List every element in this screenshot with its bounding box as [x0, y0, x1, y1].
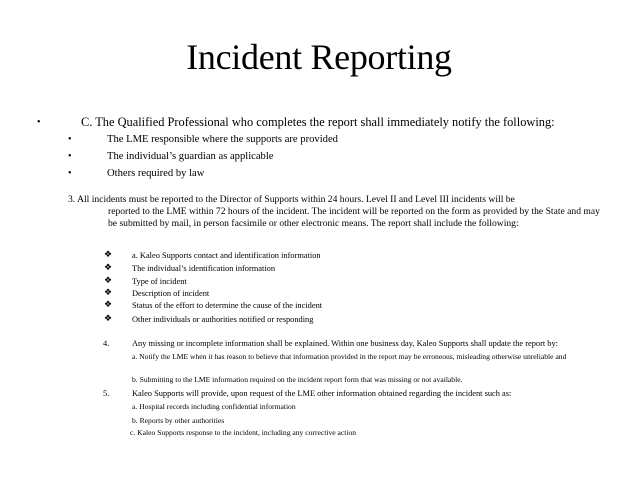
section-5-number: 5.: [103, 389, 110, 398]
list-item: Description of incident: [132, 289, 210, 298]
list-item: The individual’s identification information: [132, 264, 276, 273]
bullet-icon: •: [37, 117, 41, 128]
section-5-text: Kaleo Supports will provide, upon request of the LME other information obtained regarding the incident such as:: [132, 389, 512, 398]
diamond-bullet-icon: ❖: [104, 299, 113, 309]
section-4-item-a: a. Notify the LME when it has reason to believe that information provided in the report may be erroneous, misleading otherwise unreliable and: [132, 352, 567, 361]
list-item: a. Kaleo Supports contact and identification information: [132, 251, 321, 260]
list-item: The LME responsible where the supports are provided: [107, 134, 338, 145]
diamond-bullet-icon: ❖: [104, 275, 113, 285]
section-5-item-c: c. Kaleo Supports response to the incident, including any corrective action: [130, 428, 357, 437]
section-5-item-b: b. Reports by other authorities: [132, 416, 225, 425]
diamond-bullet-icon: ❖: [104, 287, 113, 297]
section-c-text: C. The Qualified Professional who completes the report shall immediately notify the following:: [81, 115, 555, 129]
section-3: [68, 194, 608, 230]
list-item: Other individuals or authorities notified or responding: [132, 315, 314, 324]
bullet-icon: •: [68, 168, 72, 179]
section-3-first-line: 3. All incidents must be reported to the Director of Supports within 24 hours. Level II and Level III incidents will be: [68, 194, 515, 205]
section-3-continuation: reported to the LME within 72 hours of the incident. The incident will be reported on the form as provided by the State and may be submitted by mail, in person facsimile or other electronic means. The report shall include the following:: [108, 206, 600, 229]
section-4-text: Any missing or incomplete information shall be explained. Within one business day, Kaleo Supports shall update the report by:: [132, 339, 559, 348]
diamond-bullet-icon: ❖: [104, 249, 113, 259]
section-5-item-a: a. Hospital records including confidential information: [132, 402, 296, 411]
bullet-icon: •: [68, 134, 72, 145]
list-item: Type of incident: [132, 277, 187, 286]
diamond-bullet-icon: ❖: [104, 313, 113, 323]
section-4-number: 4.: [103, 339, 110, 348]
slide-title: Incident Reporting: [186, 37, 452, 77]
list-item: Status of the effort to determine the cause of the incident: [132, 301, 323, 310]
diamond-bullet-icon: ❖: [104, 262, 113, 272]
list-item: The individual’s guardian as applicable: [107, 151, 274, 162]
list-item: Others required by law: [107, 168, 205, 179]
bullet-icon: •: [68, 151, 72, 162]
section-4-item-b: b. Submitting to the LME information required on the incident report form that was missing or not available.: [132, 375, 463, 384]
